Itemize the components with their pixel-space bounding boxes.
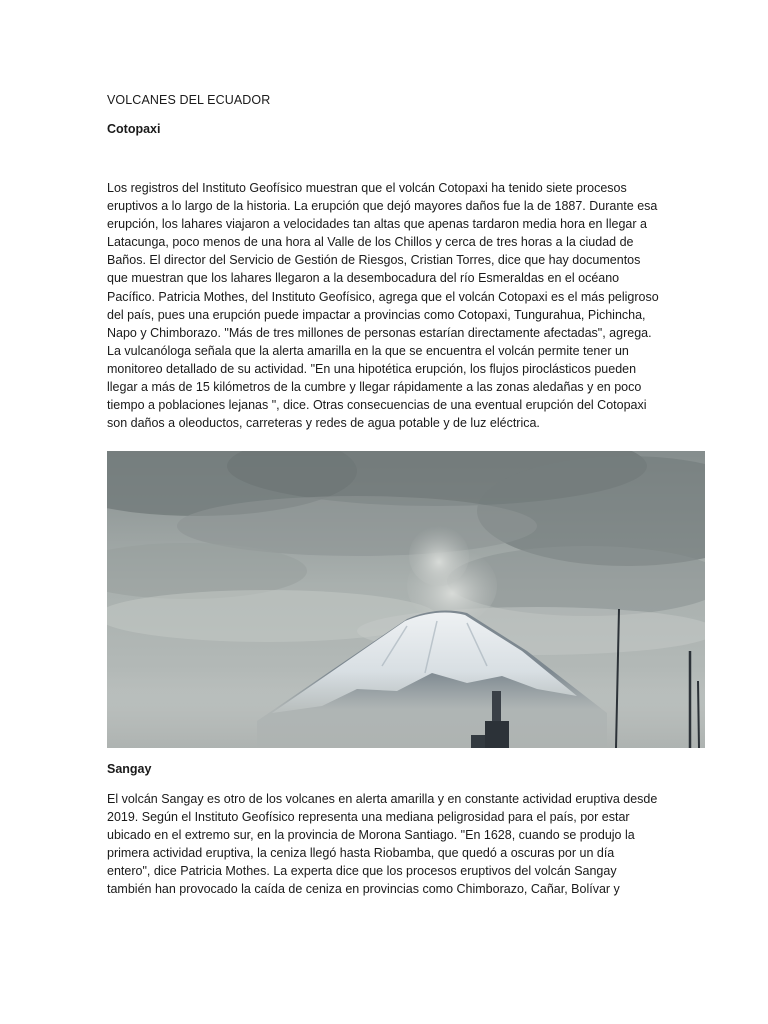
text-line: La vulcanóloga señala que la alerta amarilla en la que se encuentra el volcán permite tener un xyxy=(107,343,629,358)
section-heading-cotopaxi: Cotopaxi xyxy=(107,122,161,136)
eruption-plume xyxy=(409,526,469,586)
tower xyxy=(471,735,485,748)
text-line: Baños. El director del Servicio de Gestión de Riesgos, Cristian Torres, dice que hay documentos xyxy=(107,253,641,268)
text-line: tiempo a poblaciones lejanas ", dice. Otras consecuencias de una eventual erupción del Cotopaxi xyxy=(107,398,647,413)
tower xyxy=(485,721,509,748)
text-line: del país, pues una erupción puede impactar a provincias como Cotopaxi, Tungurahua, Pichincha, xyxy=(107,307,646,322)
text-line: entero", dice Patricia Mothes. La experta dice que los procesos eruptivos del volcán Sangay xyxy=(107,864,617,879)
antenna xyxy=(698,681,699,748)
text-line: que muestran que los lahares llegaron a la desembocadura del río Esmeraldas en el océano xyxy=(107,271,620,286)
document-title: VOLCANES DEL ECUADOR xyxy=(107,93,271,107)
text-line: Latacunga, poco menos de una hora al Valle de los Chillos y cerca de tres horas a la ciudad de xyxy=(107,235,634,250)
text-line: eruptivos a lo largo de la historia. La erupción que dejó mayores daños fue la de 1887. Durante esa xyxy=(107,199,658,214)
text-line: ubicado en el extremo sur, en la provincia de Morona Santiago. "En 1628, cuando se produjo la xyxy=(107,828,635,843)
cotopaxi-volcano-photo xyxy=(107,451,705,748)
text-line: monitoreo detallado de su actividad. "En una hipotética erupción, los flujos piroclásticos pueden xyxy=(107,361,637,376)
paragraph-sangay xyxy=(107,790,707,899)
paragraph-cotopaxi xyxy=(107,179,707,432)
text-line: también han provocado la caída de ceniza en provincias como Chimborazo, Cañar, Bolívar y xyxy=(107,882,620,897)
text-line: 2019. Según el Instituto Geofísico representa una mediana peligrosidad para el país, por estar xyxy=(107,810,630,825)
section-heading-sangay: Sangay xyxy=(107,762,152,776)
text-line: El volcán Sangay es otro de los volcanes en alerta amarilla y en constante actividad eruptiva desde xyxy=(107,792,658,806)
text-line: llegar a más de 15 kilómetros de la cumbre y llegar rápidamente a las zonas aledañas y en poco xyxy=(107,380,642,395)
text-line: Napo y Chimborazo. "Más de tres millones de personas estarían directamente afectadas", agrega. xyxy=(107,325,652,340)
text-line: Pacífico. Patricia Mothes, del Instituto Geofísico, agrega que el volcán Cotopaxi es el más peligroso xyxy=(107,289,659,304)
text-line: son daños a oleoductos, carreteras y redes de agua potable y de luz eléctrica. xyxy=(107,416,540,431)
text-line: erupción, los lahares viajaron a velocidades tan altas que apenas tardaron media hora en llegar a xyxy=(107,217,647,232)
text-line: primera actividad eruptiva, la ceniza llegó hasta Riobamba, que quedó a oscuras por un día xyxy=(107,846,615,861)
text-line: Los registros del Instituto Geofísico muestran que el volcán Cotopaxi ha tenido siete procesos xyxy=(107,181,627,195)
